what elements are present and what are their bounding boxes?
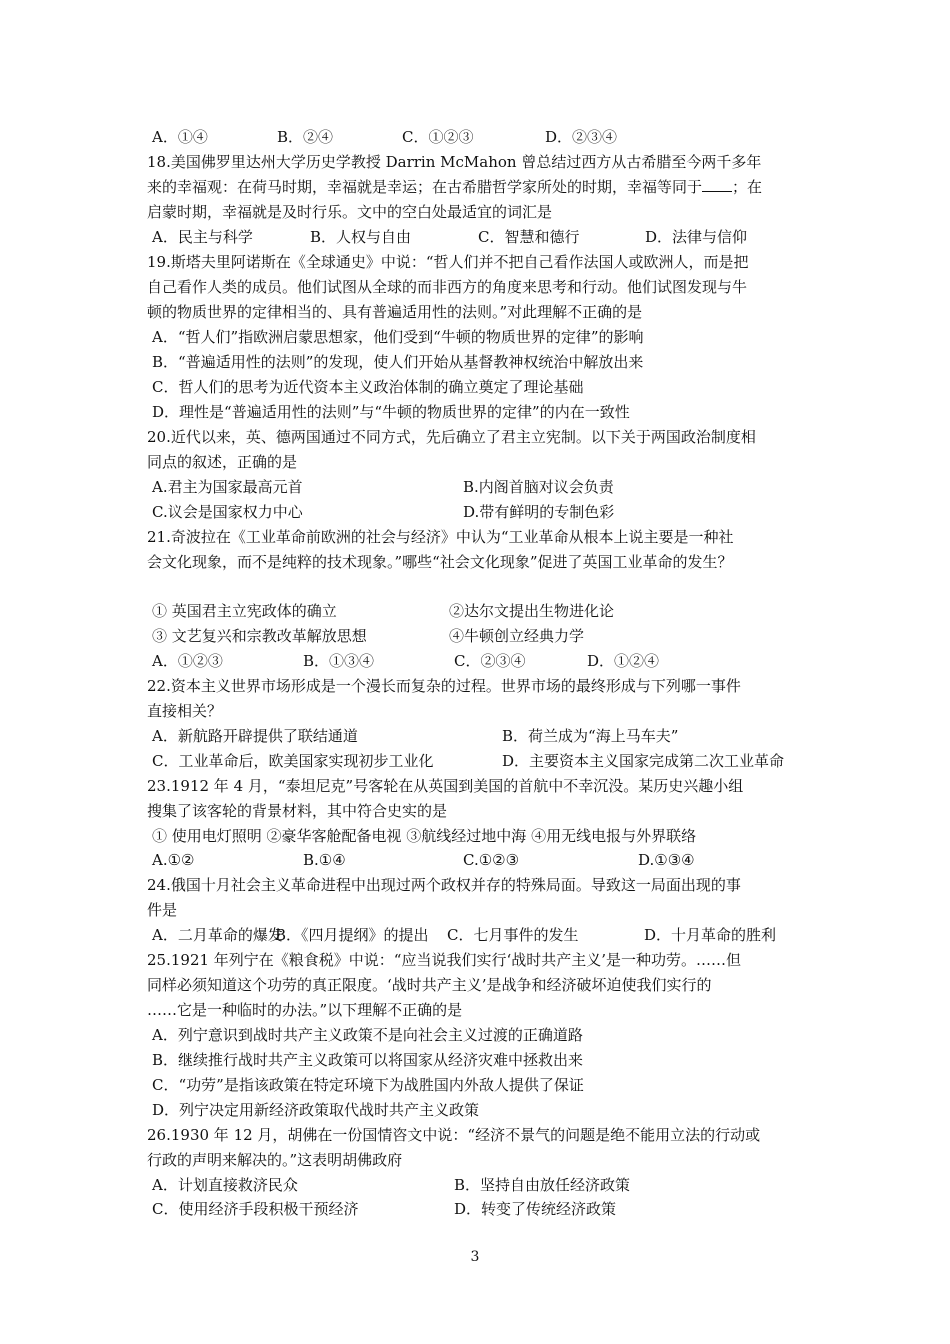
q23-option-b: B.①④ <box>303 851 346 869</box>
q17-option-b: B．②④ <box>277 128 334 146</box>
q25-option-d: D．列宁决定用新经济政策取代战时共产主义政策 <box>152 1101 480 1119</box>
q23-option-c: C.①②③ <box>463 851 520 869</box>
q24-stem-line-2: 件是 <box>147 901 178 919</box>
q18-stem-line-2-tail: ；在 <box>732 178 763 196</box>
q22-stem-line-2: 直接相关？ <box>147 702 223 720</box>
q21-option-c: C．②③④ <box>454 652 526 670</box>
q22-option-b: B．荷兰成为“海上马车夫” <box>502 727 679 745</box>
q20-stem-line-2: 同点的叙述，正确的是 <box>147 453 298 471</box>
q21-item-4: ④牛顿创立经典力学 <box>449 627 585 645</box>
q26-option-c: C．使用经济手段积极干预经济 <box>152 1200 359 1218</box>
q26-option-a: A．计划直接救济民众 <box>152 1176 298 1194</box>
q23-option-d: D.①③④ <box>638 851 695 869</box>
q25-stem-line-3: ……它是一种临时的办法。”以下理解不正确的是 <box>147 1001 463 1019</box>
q23-stem-line-2: 搜集了该客轮的背景材料，其中符合史实的是 <box>147 802 448 820</box>
q21-item-3: ③ 文艺复兴和宗教改革解放思想 <box>152 627 367 645</box>
q21-option-a: A．①②③ <box>152 652 223 670</box>
q22-stem-line-1: 22.资本主义世界市场形成是一个漫长而复杂的过程。世界市场的最终形成与下列哪一事件 <box>147 677 741 695</box>
q18-option-d: D．法律与信仰 <box>645 228 748 246</box>
q19-option-d: D．理性是“普遍适用性的法则”与“牛顿的物质世界的定律”的内在一致性 <box>152 403 630 421</box>
q22-option-c: C．工业革命后，欧美国家实现初步工业化 <box>152 752 434 770</box>
q17-option-a: A．①④ <box>152 128 208 146</box>
q21-option-b: B．①③④ <box>303 652 375 670</box>
q20-option-a: A.君主为国家最高元首 <box>152 478 303 496</box>
q24-option-c: C．七月事件的发生 <box>447 926 579 944</box>
q26-stem-line-1: 26.1930 年 12 月，胡佛在一份国情咨文中说：“经济不景气的问题是绝不能用立法的行动或 <box>147 1126 761 1144</box>
q19-stem-line-1: 19.斯塔夫里阿诺斯在《全球通史》中说：“哲人们并不把自己看作法国人或欧洲人，而是把 <box>147 253 749 271</box>
q23-items: ① 使用电灯照明 ②豪华客舱配备电视 ③航线经过地中海 ④用无线电报与外界联络 <box>152 827 697 845</box>
q18-stem-line-1: 18.美国佛罗里达州大学历史学教授 Darrin McMahon 曾总结过西方从古希腊至今两千多年 <box>147 153 762 171</box>
q18-stem-line-3: 启蒙时期，幸福就是及时行乐。文中的空白处最适宜的词汇是 <box>147 203 553 221</box>
q21-item-2: ②达尔文提出生物进化论 <box>449 602 615 620</box>
q20-option-b: B.内阁首脑对议会负责 <box>463 478 614 496</box>
q20-stem-line-1: 20.近代以来，英、德两国通过不同方式，先后确立了君主立宪制。以下关于两国政治制度相 <box>147 428 756 446</box>
q26-option-b: B．坚持自由放任经济政策 <box>454 1176 631 1194</box>
q18-option-a: A．民主与科学 <box>152 228 253 246</box>
q25-stem-line-2: 同样必须知道这个功劳的真正限度。‘战时共产主义’是战争和经济破坏迫使我们实行的 <box>147 976 712 994</box>
q17-option-d: D．②③④ <box>545 128 618 146</box>
q22-option-a: A．新航路开辟提供了联结通道 <box>152 727 358 745</box>
q21-stem-line-1: 21.奇波拉在《工业革命前欧洲的社会与经济》中认为“工业革命从根本上说主要是一种社 <box>147 528 734 546</box>
q26-option-d: D．转变了传统经济政策 <box>454 1200 617 1218</box>
q21-option-d: D．①②④ <box>587 652 660 670</box>
q18-option-b: B．人权与自由 <box>310 228 412 246</box>
answer-blank <box>702 177 732 192</box>
q19-option-b: B．“普遍适用性的法则”的发现，使人们开始从基督教神权统治中解放出来 <box>152 353 644 371</box>
q18-stem-line-2-text: 来的幸福观：在荷马时期，幸福就是幸运；在古希腊哲学家所处的时期，幸福等同于 <box>147 178 703 196</box>
q20-option-c: C.议会是国家权力中心 <box>152 503 303 521</box>
q25-stem-line-1: 25.1921 年列宁在《粮食税》中说：“应当说我们实行‘战时共产主义’是一种功劳。……但 <box>147 951 742 969</box>
q19-option-a: A．“哲人们”指欧洲启蒙思想家，他们受到“牛顿的物质世界的定律”的影响 <box>152 328 644 346</box>
q18-option-c: C．智慧和德行 <box>478 228 580 246</box>
q25-option-a: A．列宁意识到战时共产主义政策不是向社会主义过渡的正确道路 <box>152 1026 583 1044</box>
q23-stem-line-1: 23.1912 年 4 月，“泰坦尼克”号客轮在从英国到美国的首航中不幸沉没。某历史兴趣小组 <box>147 777 744 795</box>
q21-stem-line-2: 会文化现象，而不是纯粹的技术现象。”哪些“社会文化现象”促进了英国工业革命的发生？ <box>147 553 733 571</box>
q19-option-c: C．哲人们的思考为近代资本主义政治体制的确立奠定了理论基础 <box>152 378 584 396</box>
q25-option-b: B．继续推行战时共产主义政策可以将国家从经济灾难中拯救出来 <box>152 1051 584 1069</box>
q24-option-d: D．十月革命的胜利 <box>644 926 777 944</box>
q26-stem-line-2: 行政的声明来解决的。”这表明胡佛政府 <box>147 1151 403 1169</box>
q25-option-c: C．“功劳”是指该政策在特定环境下为战胜国内外敌人提供了保证 <box>152 1076 584 1094</box>
q22-option-d: D．主要资本主义国家完成第二次工业革命 <box>502 752 785 770</box>
q20-option-d: D.带有鲜明的专制色彩 <box>463 503 615 521</box>
q18-stem-line-2 <box>147 177 762 197</box>
q23-option-a: A.①② <box>152 851 195 869</box>
q17-option-c: C．①②③ <box>402 128 474 146</box>
q24-option-a: A．二月革命的爆发 <box>152 926 283 944</box>
q21-item-1: ① 英国君主立宪政体的确立 <box>152 602 337 620</box>
page-number: 3 <box>470 1249 480 1265</box>
q24-option-b: B．《四月提纲》的提出 <box>275 926 429 944</box>
q24-stem-line-1: 24.俄国十月社会主义革命进程中出现过两个政权并存的特殊局面。导致这一局面出现的事 <box>147 876 741 894</box>
q19-stem-line-2: 自己看作人类的成员。他们试图从全球的而非西方的角度来思考和行动。他们试图发现与牛 <box>147 278 748 296</box>
q19-stem-line-3: 顿的物质世界的定律相当的、具有普遍适用性的法则。”对此理解不正确的是 <box>147 303 643 321</box>
